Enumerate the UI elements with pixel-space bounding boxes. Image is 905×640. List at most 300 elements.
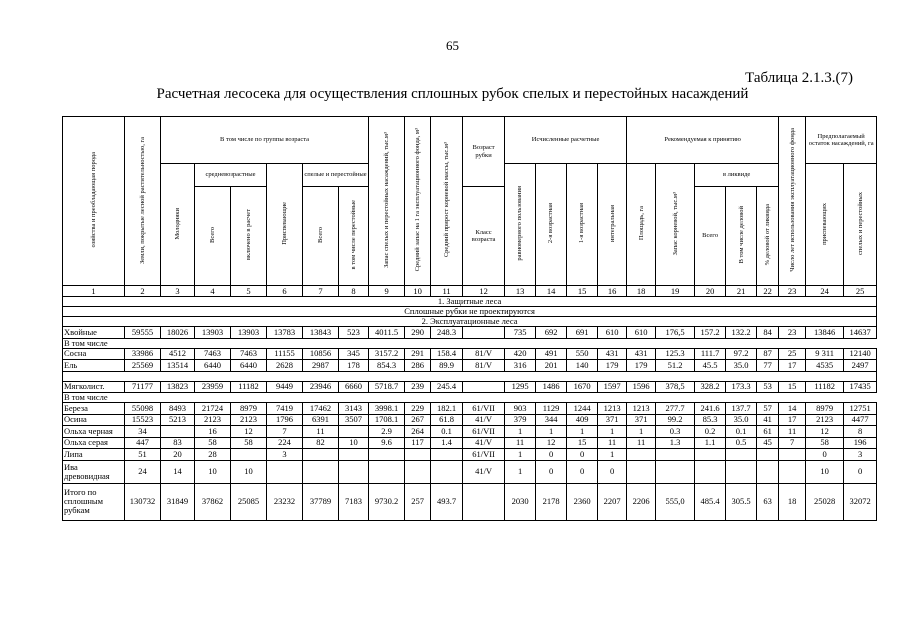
table-cell: 2123 [806, 414, 844, 426]
lesoseka-table [62, 116, 877, 521]
hdr-mature: спелые и перестойные [303, 164, 369, 187]
table-cell [726, 449, 757, 461]
table-cell: 17 [779, 360, 806, 372]
column-number: 13 [505, 286, 536, 297]
table-number: Таблица 2.1.3.(7) [745, 70, 853, 86]
table-cell: 23232 [267, 483, 303, 520]
table-body [63, 327, 877, 521]
column-number: 15 [567, 286, 598, 297]
table-cell: 420 [505, 348, 536, 360]
table-cell: 17 [779, 414, 806, 426]
column-number: 19 [656, 286, 695, 297]
table-cell: 61/VII [463, 403, 505, 415]
table-cell: 286 [405, 360, 431, 372]
table-cell [303, 449, 339, 461]
table-cell [779, 460, 806, 483]
table-cell: 2497 [844, 360, 877, 372]
table-cell: 55098 [125, 403, 161, 415]
table-cell: 37862 [195, 483, 231, 520]
table-cell: 8979 [806, 403, 844, 415]
hdr-c18: Площадь, га [627, 164, 656, 286]
table-cell: 2206 [627, 483, 656, 520]
hdr-c2: Земли, покрытые лесной растительностью, га [125, 117, 161, 286]
table-cell: 3507 [339, 414, 369, 426]
table-cell: 4011.5 [369, 327, 405, 339]
row-label: Ольха черная [63, 426, 125, 438]
hdr-premature: Приспевающие [267, 164, 303, 286]
table-cell: 201 [536, 360, 567, 372]
table-cell: 1.1 [695, 437, 726, 449]
table-row [63, 327, 877, 339]
hdr-c13: равномерного пользования [505, 164, 536, 286]
table-cell: 31849 [161, 483, 195, 520]
table-cell: 13846 [806, 327, 844, 339]
table-cell [431, 460, 463, 483]
table-row [63, 360, 877, 372]
table-cell [161, 426, 195, 438]
table-cell: 0 [598, 460, 627, 483]
table-cell: 1 [505, 426, 536, 438]
table-cell: 6391 [303, 414, 339, 426]
table-cell [695, 460, 726, 483]
table-cell [656, 460, 695, 483]
table-cell: 245.4 [431, 381, 463, 393]
table-cell: 6440 [195, 360, 231, 372]
table-cell: 45.5 [695, 360, 726, 372]
table-cell: 239 [405, 381, 431, 393]
table-cell: 15 [779, 381, 806, 393]
table-cell: 59555 [125, 327, 161, 339]
table-cell: 182.1 [431, 403, 463, 415]
table-cell: 4535 [806, 360, 844, 372]
table-cell: 33986 [125, 348, 161, 360]
row-label: Мягколист. [63, 381, 125, 393]
table-cell: 0 [806, 449, 844, 461]
table-cell: 158.4 [431, 348, 463, 360]
table-cell: 1129 [536, 403, 567, 415]
table-cell: 14 [161, 460, 195, 483]
row-label: Осина [63, 414, 125, 426]
hdr-age-groups: В том числе по группы возраста [161, 117, 369, 164]
table-cell: 11 [598, 437, 627, 449]
subhead-including: В том числе [63, 338, 877, 348]
table-cell: 379 [505, 414, 536, 426]
hdr-c25: спелых и перестойных [844, 164, 877, 286]
table-row [63, 381, 877, 393]
column-number: 10 [405, 286, 431, 297]
table-cell: 248.3 [431, 327, 463, 339]
table-cell: 35.0 [726, 414, 757, 426]
table-cell: 691 [567, 327, 598, 339]
table-cell [757, 460, 779, 483]
table-cell: 0.1 [431, 426, 463, 438]
table-cell: 85.3 [695, 414, 726, 426]
table-cell: 12140 [844, 348, 877, 360]
table-cell: 2123 [231, 414, 267, 426]
table-cell: 83 [161, 437, 195, 449]
hdr-c24: приспевающих [806, 164, 844, 286]
table-cell: 2987 [303, 360, 339, 372]
table-cell: 11182 [806, 381, 844, 393]
column-number: 12 [463, 286, 505, 297]
table-cell: 18 [779, 483, 806, 520]
hdr-young: Молодняки [161, 164, 195, 286]
table-cell: 1 [598, 449, 627, 461]
table-cell: 13783 [267, 327, 303, 339]
table-cell: 25569 [125, 360, 161, 372]
column-number: 21 [726, 286, 757, 297]
table-cell: 17435 [844, 381, 877, 393]
table-cell: 3 [844, 449, 877, 461]
table-cell: 2.9 [369, 426, 405, 438]
column-number: 18 [627, 286, 656, 297]
table-row [63, 460, 877, 483]
table-cell: 316 [505, 360, 536, 372]
table-cell: 10 [195, 460, 231, 483]
table-cell: 51.2 [656, 360, 695, 372]
table-cell: 3157.2 [369, 348, 405, 360]
column-number: 8 [339, 286, 369, 297]
hdr-c23: Число лет использования эксплуатационного фонда [779, 117, 806, 286]
table-cell: 17462 [303, 403, 339, 415]
table-cell: 10 [806, 460, 844, 483]
hdr-c16: интегральная [598, 164, 627, 286]
table-cell: 9449 [267, 381, 303, 393]
table-cell: 1597 [598, 381, 627, 393]
table-cell: 13903 [231, 327, 267, 339]
table-cell: 176,5 [656, 327, 695, 339]
table-cell: 81/V [463, 348, 505, 360]
table-cell: 9 311 [806, 348, 844, 360]
table-cell: 16 [195, 426, 231, 438]
table-cell: 10856 [303, 348, 339, 360]
table-cell: 854.3 [369, 360, 405, 372]
table-cell: 24 [125, 460, 161, 483]
table-cell: 9.6 [369, 437, 405, 449]
table-cell: 28 [195, 449, 231, 461]
table-cell: 132.2 [726, 327, 757, 339]
table-cell: 1295 [505, 381, 536, 393]
table-cell: 2628 [267, 360, 303, 372]
table-cell [405, 460, 431, 483]
table-cell: 1596 [627, 381, 656, 393]
table-cell: 12751 [844, 403, 877, 415]
table-cell [656, 449, 695, 461]
table-cell: 7 [267, 426, 303, 438]
table-row [63, 483, 877, 520]
table-cell: 277.7 [656, 403, 695, 415]
table-cell: 179 [598, 360, 627, 372]
table-cell: 25028 [806, 483, 844, 520]
column-number: 16 [598, 286, 627, 297]
table-cell: 735 [505, 327, 536, 339]
table-cell: 2360 [567, 483, 598, 520]
table-cell: 447 [125, 437, 161, 449]
table-cell: 378,5 [656, 381, 695, 393]
table-cell: 290 [405, 327, 431, 339]
table-cell [726, 460, 757, 483]
table-cell: 267 [405, 414, 431, 426]
table-cell: 431 [598, 348, 627, 360]
table-cell: 20 [161, 449, 195, 461]
table-cell: 1670 [567, 381, 598, 393]
column-number: 4 [195, 286, 231, 297]
hdr-c9: Запас спелых и перестойных насаждений, тыс.м³ [369, 117, 405, 286]
table-cell: 53 [757, 381, 779, 393]
table-cell: 0.5 [726, 437, 757, 449]
table-cell: 61/VII [463, 449, 505, 461]
table-cell: 431 [627, 348, 656, 360]
table-cell: 4477 [844, 414, 877, 426]
table-cell: 1.3 [656, 437, 695, 449]
table-cell: 1213 [598, 403, 627, 415]
table-cell: 493.7 [431, 483, 463, 520]
table-cell: 0 [844, 460, 877, 483]
column-number: 6 [267, 286, 303, 297]
section-protective: 1. Защитные леса [63, 297, 877, 307]
hdr-c21: В том числе деловой [726, 187, 757, 286]
row-label: Ольха серая [63, 437, 125, 449]
table-cell: 5718.7 [369, 381, 405, 393]
table-cell [627, 449, 656, 461]
table-cell [303, 460, 339, 483]
table-cell: 2178 [536, 483, 567, 520]
table-cell [339, 460, 369, 483]
table-cell: 117 [405, 437, 431, 449]
table-cell: 41/V [463, 437, 505, 449]
column-number: 23 [779, 286, 806, 297]
table-cell: 61.8 [431, 414, 463, 426]
table-cell: 12 [536, 437, 567, 449]
table-cell: 41/V [463, 414, 505, 426]
section-protective-note: Сплошные рубки не проектируются [63, 307, 877, 317]
table-cell: 11182 [231, 381, 267, 393]
table-cell: 32072 [844, 483, 877, 520]
table-cell [267, 460, 303, 483]
table-cell [369, 460, 405, 483]
table-cell: 11155 [267, 348, 303, 360]
table-cell: 7183 [339, 483, 369, 520]
table-cell: 7419 [267, 403, 303, 415]
table-cell [431, 449, 463, 461]
column-number: 5 [231, 286, 267, 297]
table-cell: 257 [405, 483, 431, 520]
table-cell: 1796 [267, 414, 303, 426]
table-cell: 0.3 [656, 426, 695, 438]
table-cell: 305.5 [726, 483, 757, 520]
table-cell: 371 [598, 414, 627, 426]
table-cell: 328.2 [695, 381, 726, 393]
table-cell: 8 [844, 426, 877, 438]
table-cell: 61/VII [463, 426, 505, 438]
table-cell [463, 381, 505, 393]
table-cell [627, 460, 656, 483]
table-cell: 1 [627, 426, 656, 438]
table-cell: 6440 [231, 360, 267, 372]
table-cell: 41 [757, 414, 779, 426]
table-cell: 610 [627, 327, 656, 339]
table-cell: 23946 [303, 381, 339, 393]
table-cell: 125.3 [656, 348, 695, 360]
table-cell: 11 [779, 426, 806, 438]
table-cell: 97.2 [726, 348, 757, 360]
hdr-mature-total: Всего [303, 187, 339, 286]
table-cell [463, 327, 505, 339]
table-cell: 1244 [567, 403, 598, 415]
table-title: Расчетная лесосека для осуществления сплошных рубок спелых и перестойных насаждений [156, 86, 749, 102]
table-cell: 25085 [231, 483, 267, 520]
hdr-c19: Запас корневой, тыс.м³ [656, 164, 695, 286]
table-cell: 41/V [463, 460, 505, 483]
table-cell: 82 [303, 437, 339, 449]
table-cell: 0 [536, 449, 567, 461]
table-cell: 81/V [463, 360, 505, 372]
table-cell: 25 [779, 348, 806, 360]
column-number: 20 [695, 286, 726, 297]
table-cell: 1 [567, 426, 598, 438]
table-cell: 291 [405, 348, 431, 360]
table-cell [405, 449, 431, 461]
table-cell: 8979 [231, 403, 267, 415]
table-cell: 1708.1 [369, 414, 405, 426]
table-cell: 371 [627, 414, 656, 426]
hdr-c20: Всего [695, 187, 726, 286]
table-cell: 264 [405, 426, 431, 438]
hdr-liquid: в ликвиде [695, 164, 779, 187]
table-cell: 12 [231, 426, 267, 438]
column-number: 2 [125, 286, 161, 297]
table-cell: 3143 [339, 403, 369, 415]
table-cell: 241.6 [695, 403, 726, 415]
subhead-including: В том числе [63, 393, 877, 403]
table-cell: 4512 [161, 348, 195, 360]
table-cell: 58 [231, 437, 267, 449]
table-cell: 15 [567, 437, 598, 449]
table-cell: 1.4 [431, 437, 463, 449]
column-number: 11 [431, 286, 463, 297]
table-cell: 692 [536, 327, 567, 339]
column-number: 25 [844, 286, 877, 297]
table-cell: 84 [757, 327, 779, 339]
table-cell: 7463 [231, 348, 267, 360]
table-cell: 523 [339, 327, 369, 339]
column-numbers-row [63, 286, 877, 297]
table-cell: 58 [195, 437, 231, 449]
table-cell [695, 449, 726, 461]
table-cell: 21724 [195, 403, 231, 415]
section-exploitation: 2. Эксплуатационные леса [63, 317, 877, 327]
hdr-remain: Предполагаемый остаток насаждений, га [806, 117, 877, 164]
hdr-c11: Средний прирост корневой массы, тыс.м³ [431, 117, 463, 286]
hdr-c14: 2-я возрастная [536, 164, 567, 286]
row-label: Хвойные [63, 327, 125, 339]
table-cell: 5213 [161, 414, 195, 426]
table-cell: 9730.2 [369, 483, 405, 520]
table-row [63, 426, 877, 438]
table-cell: 87 [757, 348, 779, 360]
table-cell: 57 [757, 403, 779, 415]
table-cell [231, 449, 267, 461]
table-cell: 23 [779, 327, 806, 339]
table-cell: 610 [598, 327, 627, 339]
table-cell: 2123 [195, 414, 231, 426]
table-cell: 12 [806, 426, 844, 438]
table-cell: 555,0 [656, 483, 695, 520]
row-label: Итого по сплошным рубкам [63, 483, 125, 520]
table-cell: 63 [757, 483, 779, 520]
column-number: 14 [536, 286, 567, 297]
table-cell: 71177 [125, 381, 161, 393]
table-row [63, 437, 877, 449]
table-cell: 1486 [536, 381, 567, 393]
table-cell: 14 [779, 403, 806, 415]
table-cell: 13823 [161, 381, 195, 393]
table-cell: 1 [505, 460, 536, 483]
table-cell: 179 [627, 360, 656, 372]
table-cell: 13514 [161, 360, 195, 372]
table-cell: 7463 [195, 348, 231, 360]
table-cell: 173.3 [726, 381, 757, 393]
table-cell: 1213 [627, 403, 656, 415]
row-label: Сосна [63, 348, 125, 360]
table-cell: 409 [567, 414, 598, 426]
table-cell: 1 [505, 449, 536, 461]
table-cell: 7 [779, 437, 806, 449]
table-cell: 11 [627, 437, 656, 449]
hdr-c10: Средний запас на 1 га эксплуатационного фонда, м³ [405, 117, 431, 286]
column-number: 22 [757, 286, 779, 297]
spacer-row [63, 371, 877, 381]
table-cell: 0 [567, 460, 598, 483]
table-cell: 2207 [598, 483, 627, 520]
hdr-c22: % деловой от ликвида [757, 187, 779, 286]
table-cell: 10 [231, 460, 267, 483]
table-cell: 11 [505, 437, 536, 449]
table-cell: 13903 [195, 327, 231, 339]
row-label: Липа [63, 449, 125, 461]
table-cell [757, 449, 779, 461]
table-cell: 224 [267, 437, 303, 449]
table-cell: 18026 [161, 327, 195, 339]
table-cell: 51 [125, 449, 161, 461]
hdr-calc: Исчисленные расчетные [505, 117, 627, 164]
hdr-middle-total: Всего [195, 187, 231, 286]
table-cell: 3 [267, 449, 303, 461]
table-cell: 345 [339, 348, 369, 360]
table-cell: 1 [536, 426, 567, 438]
table-cell [369, 449, 405, 461]
hdr-c12b: Класс возраста [463, 187, 505, 286]
table-cell: 137.7 [726, 403, 757, 415]
hdr-rec: Рекомендуемая к принятию [627, 117, 779, 164]
table-cell: 130732 [125, 483, 161, 520]
table-cell: 229 [405, 403, 431, 415]
table-cell: 23959 [195, 381, 231, 393]
hdr-c12: Возраст рубки [463, 117, 505, 187]
table-cell: 6660 [339, 381, 369, 393]
table-cell: 15523 [125, 414, 161, 426]
table-cell: 140 [567, 360, 598, 372]
table-cell: 550 [567, 348, 598, 360]
table-cell: 10 [339, 437, 369, 449]
table-cell: 157.2 [695, 327, 726, 339]
page-number: 65 [446, 38, 459, 53]
hdr-middle-incl: включено в расчет [231, 187, 267, 286]
column-number: 3 [161, 286, 195, 297]
table-cell: 2030 [505, 483, 536, 520]
table-cell [779, 449, 806, 461]
table-cell: 0.2 [695, 426, 726, 438]
